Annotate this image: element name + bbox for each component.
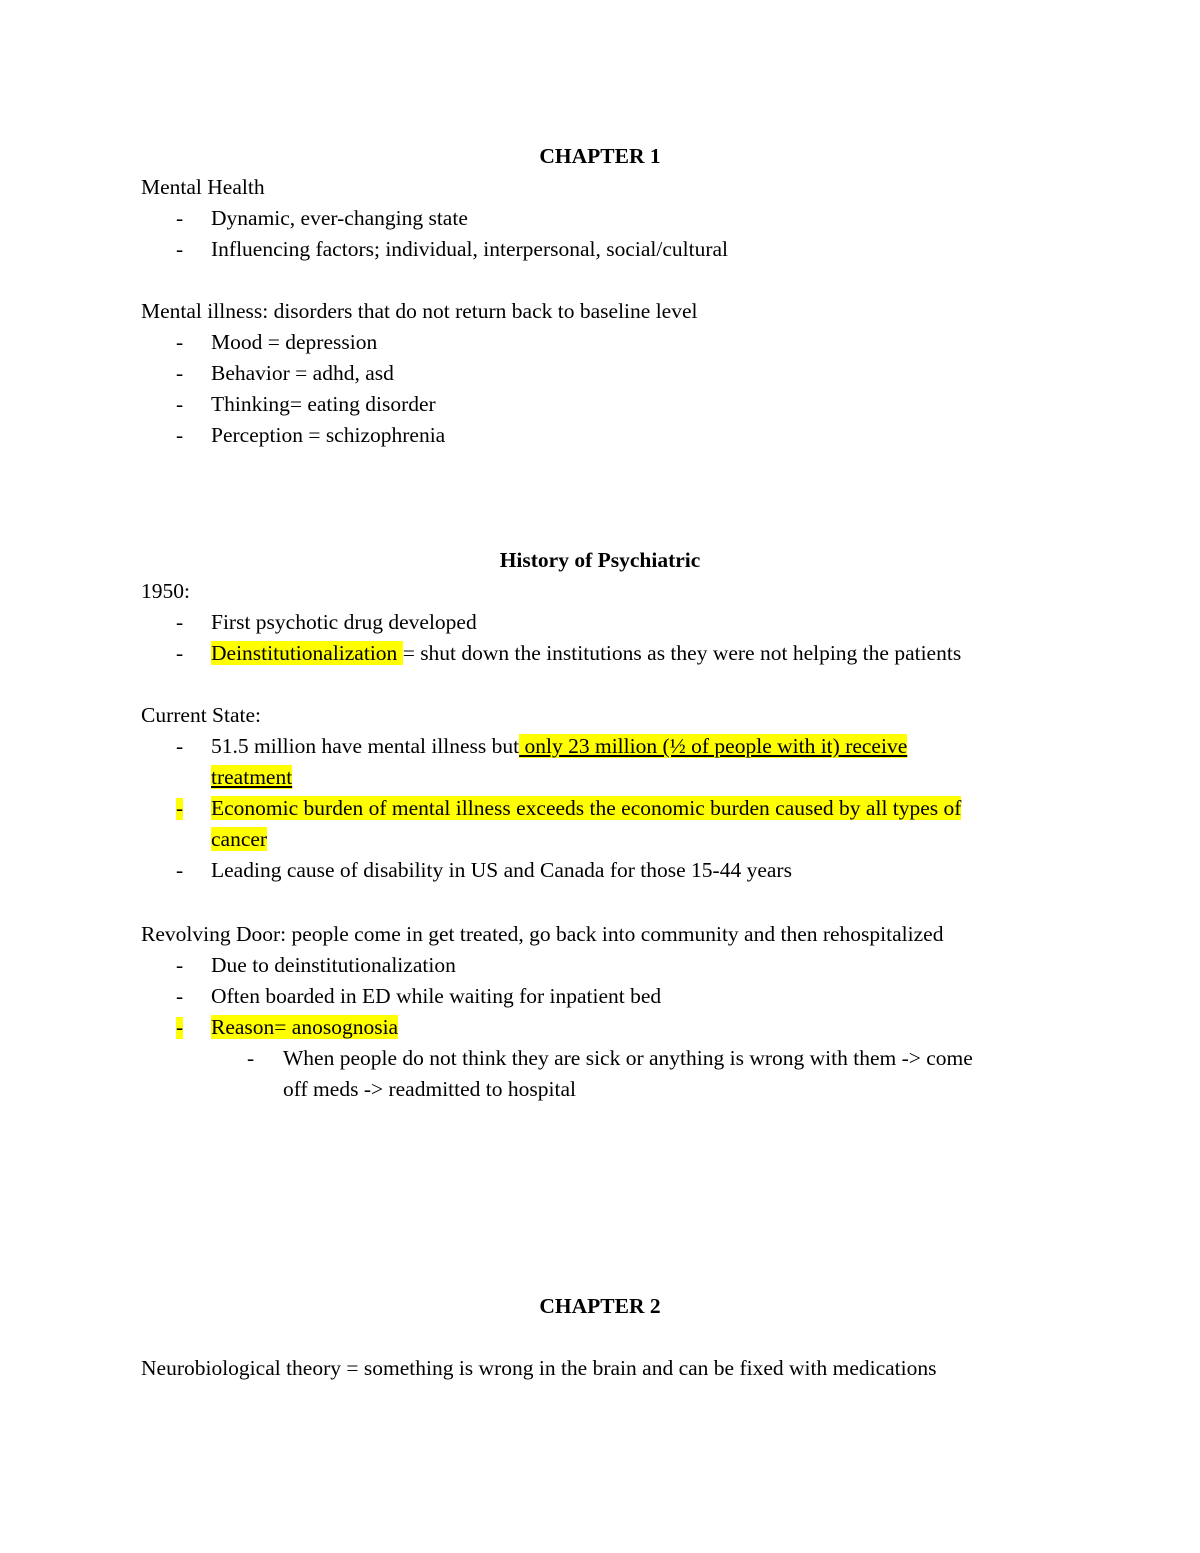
history-item: First psychotic drug developed: [211, 610, 477, 634]
current-state-item-economic-cont: [211, 829, 267, 851]
revolving-door-subitem-cont: off meds -> readmitted to hospital: [283, 1077, 576, 1101]
bullet-dash: -: [176, 392, 184, 416]
mental-health-label: Mental Health: [141, 175, 265, 199]
mental-illness-label: Mental illness: disorders that do not return back to baseline level: [141, 299, 698, 323]
current-state-label: Current State:: [141, 703, 262, 727]
chapter-1-heading: CHAPTER 1: [539, 144, 661, 168]
mental-illness-item: Mood = depression: [211, 330, 378, 354]
history-item-deinstitutionalization: [211, 643, 961, 665]
current-state-item-treatment-cont: [211, 767, 292, 789]
current-state-item-disability: Leading cause of disability in US and Canada for those 15-44 years: [211, 858, 792, 882]
bullet-dash-highlighted: -: [176, 1015, 184, 1039]
bullet-dash: -: [176, 330, 184, 354]
chapter-2-heading: CHAPTER 2: [539, 1294, 661, 1318]
history-year-label: 1950:: [141, 579, 190, 603]
neurobiological-theory: Neurobiological theory = something is wrong in the brain and can be fixed with medications: [141, 1356, 937, 1380]
bullet-dash: -: [176, 734, 184, 758]
highlighted-text: Deinstitutionalization: [211, 641, 403, 665]
bullet-dash: -: [176, 858, 184, 882]
bullet-dash: -: [176, 610, 184, 634]
highlighted-underlined-text: treatment: [211, 765, 293, 789]
bullet-dash: -: [176, 423, 184, 447]
revolving-door-label: Revolving Door: people come in get treated, go back into community and then rehospitalized: [141, 922, 944, 946]
highlighted-underlined-text: only 23 million (½ of people with it) receive: [519, 734, 908, 758]
highlighted-text: Reason= anosognosia: [211, 1015, 399, 1039]
revolving-door-item-reason: [211, 1017, 398, 1039]
sub-bullet-dash: -: [247, 1046, 255, 1070]
bullet-dash: -: [176, 206, 184, 230]
history-item-rest: = shut down the institutions as they were not helping the patients: [402, 641, 962, 665]
current-state-item-economic: [211, 798, 961, 820]
revolving-door-item: Due to deinstitutionalization: [211, 953, 456, 977]
revolving-door-subitem: When people do not think they are sick or anything is wrong with them -> come: [283, 1046, 973, 1070]
bullet-dash: -: [176, 984, 184, 1008]
mental-health-item: Influencing factors; individual, interpersonal, social/cultural: [211, 237, 729, 261]
current-state-item-treatment: [211, 736, 907, 758]
mental-illness-item: Thinking= eating disorder: [211, 392, 436, 416]
revolving-door-item: Often boarded in ED while waiting for inpatient bed: [211, 984, 662, 1008]
mental-illness-item: Perception = schizophrenia: [211, 423, 446, 447]
bullet-dash-highlighted: -: [176, 796, 184, 820]
bullet-dash: -: [176, 953, 184, 977]
bullet-dash: -: [176, 641, 184, 665]
mental-health-item: Dynamic, ever-changing state: [211, 206, 468, 230]
history-heading: History of Psychiatric: [499, 548, 701, 572]
current-state-plain-text: 51.5 million have mental illness but: [211, 734, 520, 758]
mental-illness-item: Behavior = adhd, asd: [211, 361, 394, 385]
highlighted-text: cancer: [211, 827, 268, 851]
bullet-dash: -: [176, 361, 184, 385]
bullet-dash: -: [176, 237, 184, 261]
highlighted-text: Economic burden of mental illness exceeds the economic burden caused by all types of: [211, 796, 962, 820]
